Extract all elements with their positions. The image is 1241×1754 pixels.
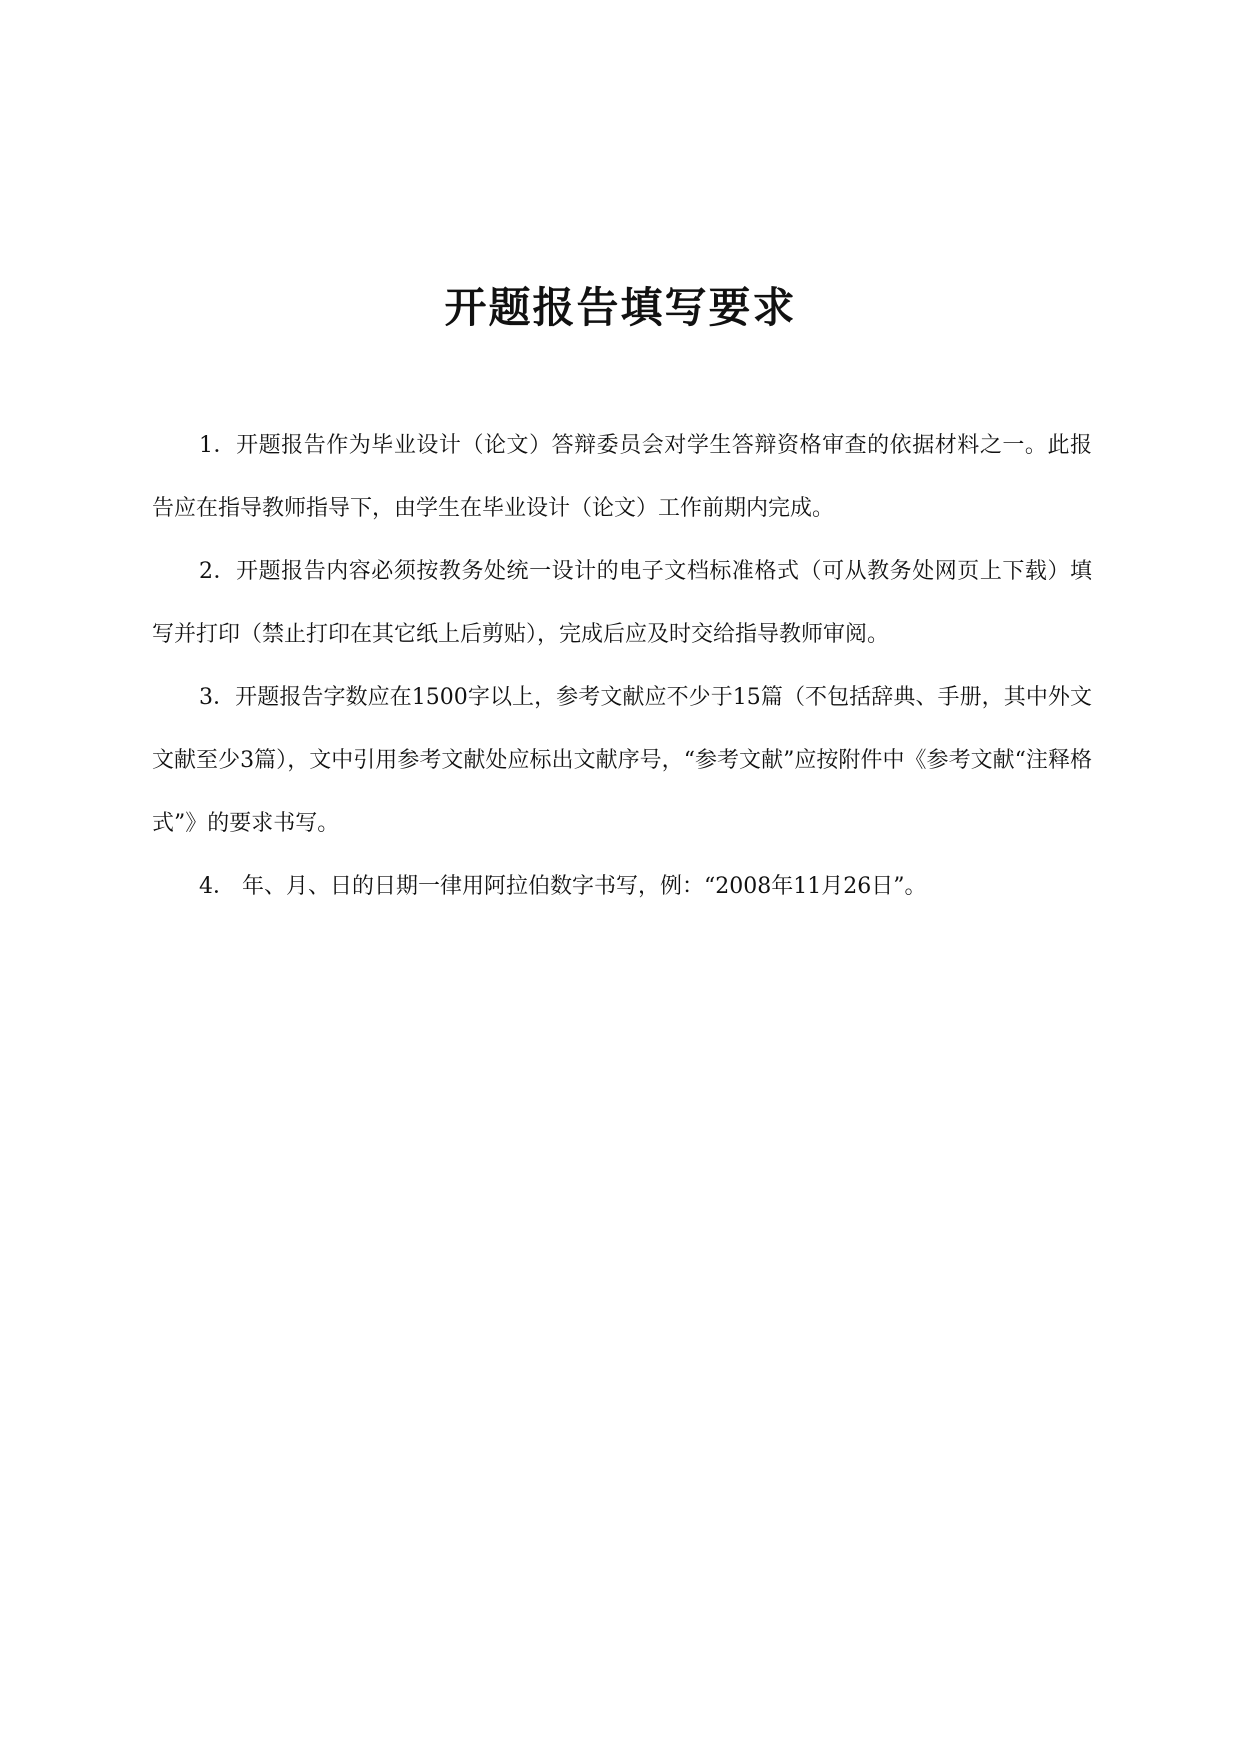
requirement-paragraph-2: 2．开题报告内容必须按教务处统一设计的电子文档标准格式（可从教务处网页上下载）填写并打印（禁止打印在其它纸上后剪贴），完成后应及时交给指导教师审阅。 — [152, 559, 1092, 647]
page-title: 开题报告填写要求 — [444, 283, 797, 332]
requirements-body — [152, 414, 1092, 918]
requirement-paragraph-1: 1．开题报告作为毕业设计（论文）答辩委员会对学生答辩资格审查的依据材料之一。此报告应在指导教师指导下，由学生在毕业设计（论文）工作前期内完成。 — [152, 433, 1092, 521]
requirement-paragraph-3: 3．开题报告字数应在1500字以上，参考文献应不少于15篇（不包括辞典、手册，其中外文文献至少3篇），文中引用参考文献处应标出文献序号，“参考文献”应按附件中《参考文献“注释格式”》的要求书写。 — [152, 685, 1092, 836]
requirement-paragraph-4: 4． 年、月、日的日期一律用阿拉伯数字书写，例：“2008年11月26日”。 — [199, 874, 927, 899]
